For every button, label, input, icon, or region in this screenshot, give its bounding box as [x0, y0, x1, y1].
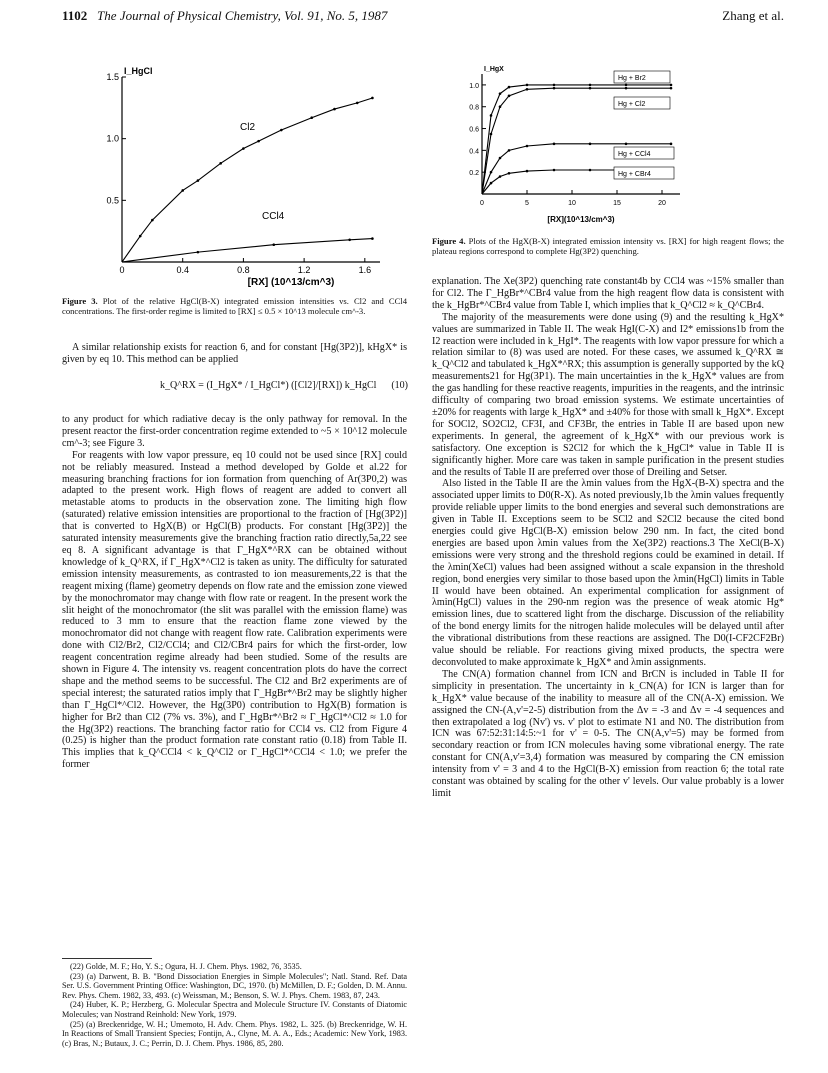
y-tick-label: 1.5 — [106, 72, 119, 82]
data-point — [625, 87, 628, 90]
y-tick-label: 1.0 — [469, 82, 479, 90]
x-tick-label: 15 — [613, 200, 621, 207]
right-paragraph-3: Also listed in the Table II are the λmin values from the HgX-(B-X) spectra and the associated upper limits to D0(R-X). As noted previously,1b the λmin values frequently provide reliable upper limits to the bond energies and several such demonstrations are given in Table II. Exceptions seem to be SCl2 and S2Cl2 because the cited bond energies could give HgCl(B-X) emission below 290 nm. In fact, the cited bond energies are based upon λmin values from the Xe(3P2) reactions.3 The XeCl(B-X) emissions were very strong and the threshold regions could be examined in detail. If the λmin(XeCl) values had been assigned without a scale expansion in the threshold region, bond energies very similar to those based upon the λmin(HgCl) limits in Table II would have been obtained. An experimental complication for assignment of λmin(HgCl) values in the 290-nm region was the presence of weak atomic Hg* emission lines, due to scattered light from the discharge. Discussion of the reliability of the bond energy limits for the nitrogen halide molecules will be delayed until after the vibrational distributions from these reactions are assigned. The D0(I-CF2CF2Br) value should be reliable. For reactions giving mixed products, the spectra were deconvoluted to make approximate k_HgX* and λmin assignments. — [432, 478, 784, 668]
data-point — [348, 239, 351, 242]
series-line — [122, 239, 372, 262]
data-point — [526, 145, 529, 148]
series-label: Cl2 — [240, 122, 256, 133]
left-column-continued — [62, 414, 407, 771]
running-authors: Zhang et al. — [722, 8, 784, 23]
x-tick-label: 0.4 — [176, 265, 189, 275]
x-tick-label: 0 — [480, 200, 484, 207]
data-point — [333, 108, 336, 111]
y-axis-title: I_HgCl — [124, 66, 153, 76]
figure-4-label: Figure 4. — [432, 236, 466, 246]
data-point — [371, 97, 374, 100]
figure-4-caption-text: Plots of the HgX(B-X) integrated emission intensity vs. [RX] for high reagent flows; the plateau regions correspond to complete Hg(3P2) quenching. — [432, 236, 784, 256]
x-tick-label: 1.6 — [358, 265, 372, 275]
data-point — [371, 237, 374, 240]
figure-3-caption — [62, 296, 407, 316]
data-point — [280, 129, 283, 132]
data-point — [553, 169, 556, 172]
data-point — [508, 86, 511, 89]
right-column — [432, 276, 784, 800]
footnote-rule — [62, 958, 152, 959]
figure-3-caption-text: Plot of the relative HgCl(B-X) integrated emission intensities vs. Cl2 and CCl4 concentrations. The first-order regime is limited to [RX] ≤ 0.5 × 10^13 molecule cm^-3. — [62, 296, 407, 316]
right-paragraph-2: The majority of the measurements were done using (9) and the resulting k_HgX* values are summarized in Table II. The weak HgI(C-X) and I2* emissions1b from the I2 reaction were included in k_HgI*. The reagents with low vapor pressure for which a relation similar to (8) was used are noted. For these cases, we assumed k_Q^RX ≅ k_Q^Cl2 and tabulated k_HgX*^RX; this assumption is generally supported by the kQ measurements21 for Hg(3P1). The main uncertainties in the k_HgX* values are from the gas handling for these reactive reagents, impurities in the reagents, and the intrinsic difficulty of comparing two broad emission systems. We estimate uncertainties of ±20% for reagents with large k_HgX* and ±40% for those with small k_HgX*. Except for SOCl2, SO2Cl2, CF3I, and CF3Br, the entries in Table II are based upon new experiments. In general, the agreement of k_HgX* with our previous work is satisfactory. One exception is S2Cl2 for which the k_HgCl* value in Table II is significantly higher. More care was taken in sample purification in the present studies and the results of Table II are preferred over those of Dreiling and Setser. — [432, 311, 784, 478]
series-label: Hg + Cl2 — [618, 101, 646, 108]
x-tick-label: 20 — [658, 200, 666, 207]
data-point — [490, 133, 493, 136]
data-point — [356, 102, 359, 105]
data-point — [272, 243, 275, 246]
data-point — [197, 251, 200, 254]
x-tick-label: 10 — [568, 200, 576, 207]
data-point — [242, 147, 245, 150]
page-number: 1102 — [62, 8, 88, 23]
data-point — [508, 95, 511, 98]
figure-4-caption — [432, 236, 784, 256]
data-point — [553, 84, 556, 87]
y-tick-label: 1.0 — [106, 133, 119, 144]
equation-10-number: (10) — [391, 380, 408, 391]
data-point — [508, 149, 511, 152]
data-point — [670, 87, 673, 90]
figure-3-chart — [62, 62, 407, 287]
data-point — [197, 179, 200, 182]
series-label: Hg + Br2 — [618, 75, 646, 82]
equation-10 — [160, 380, 408, 391]
equation-10-expression: k_Q^RX = (I_HgX* / I_HgCl*) ([Cl2]/[RX]) k_HgCl — [160, 380, 377, 391]
data-point — [181, 189, 184, 192]
figure-4-chart — [432, 58, 690, 230]
data-point — [589, 169, 592, 172]
data-point — [490, 182, 493, 185]
data-point — [526, 88, 529, 91]
left-column — [62, 342, 407, 366]
reference-25: (25) (a) Breckenridge, W. H.; Umemoto, H. Adv. Chem. Phys. 1982, L. 325. (b) Breckenridge, W. H. In Reactions of Small Transient Species; Fontijn, A., Clyne, M. A. A., Eds.; Academic: New York, 1983. (c) Bras, N.; Butaux, J. C.; Perrin, D. J. Chem. Phys. 1986, 85, 280. — [62, 1019, 407, 1048]
figure-3-label: Figure 3. — [62, 296, 98, 306]
data-point — [499, 105, 502, 108]
figure-4-plot — [469, 66, 680, 224]
journal-title: The Journal of Physical Chemistry, Vol. 91, No. 5, 1987 — [97, 8, 388, 23]
data-point — [670, 84, 673, 87]
data-point — [139, 235, 142, 238]
x-tick-label: 0.8 — [237, 265, 250, 275]
reference-22: (22) Golde, M. F.; Ho, Y. S.; Ogura, H. J. Chem. Phys. 1982, 76, 3535. — [70, 962, 302, 971]
y-tick-label: 0.2 — [469, 170, 479, 178]
data-point — [625, 143, 628, 146]
data-point — [499, 157, 502, 160]
y-tick-label: 0.4 — [469, 148, 479, 156]
data-point — [526, 84, 529, 87]
data-point — [219, 162, 222, 165]
data-point — [310, 116, 313, 119]
x-tick-label: 0 — [119, 265, 125, 275]
data-point — [499, 175, 502, 178]
series-label: Hg + CCl4 — [618, 151, 651, 158]
data-point — [589, 84, 592, 87]
data-point — [490, 171, 493, 174]
series-label: Hg + CBr4 — [618, 171, 651, 178]
x-axis-title: [RX] (10^13/cm^3) — [247, 277, 335, 287]
x-axis-title: [RX](10^13/cm^3) — [547, 215, 615, 224]
data-point — [151, 219, 154, 222]
references — [62, 962, 407, 1048]
reference-23: (23) (a) Darwent, B. B. "Bond Dissociation Energies in Simple Molecules"; Natl. Stand. Ref. Data Ser. U.S. Government Printing Office: Washington, DC, 1970. (b) McMillen, D. F.; Golden, D. M. Annu. Rev. Phys. Chem. 1982, 33, 493. (c) Weissman, M.; Benson, S. W. J. Phys. Chem. 1983, 87, 243. — [62, 971, 407, 1000]
x-tick-label: 1.2 — [297, 265, 311, 275]
right-paragraph-1: explanation. The Xe(3P2) quenching rate constant4b by CCl4 was ~15% smaller than for Cl2. The Γ_HgBr*^CBr4 value from the high reagent flow data is consistent with the k_HgBr*^CBr4 value from Table I, which implies that k_Q^Cl2 ≈ k_Q^CBr4. — [432, 276, 784, 311]
y-tick-label: 0.5 — [106, 195, 119, 206]
series-label: CCl4 — [262, 211, 285, 222]
data-point — [526, 170, 529, 173]
reference-24: (24) Huber, K. P.; Herzberg, G. Molecular Spectra and Molecule Structure IV. Constants of Diatomic Molecules; van Nostrand Reinhold: New York, 1979. — [62, 1000, 407, 1019]
data-point — [670, 143, 673, 146]
left-paragraph-1: A similar relationship exists for reaction 6, and for constant [Hg(3P2)], kHgX* is given by eq 10. This method can be applied — [62, 342, 407, 365]
left-paragraph-3: For reagents with low vapor pressure, eq 10 could not be used since [RX] could not be reliably measured. Instead a method developed by Golde et al.22 for measuring branching fractions for ion formation from quenching of Ar(3P0,2) was adapted to the present work. High flows of reagent are added to convert all metastable atoms to products in the observation zone. The limiting high flow (saturated) relative emission intensities are proportional to the fraction of [Hg(3P2)] that is converted to HgX(B) or HgCl(B) products. For constant [Hg(3P2)] the saturated intensity measurements give the branching fraction ratio directly,5a,22 see eq 8. A significant advantage is that Γ_HgX*^RX can be obtained without knowledge of k_Q^RX, if Γ_HgX*^Cl2 is taken as unity. The difficulty for saturated emission intensity measurements, as contrasted to ion measurements,22 is that the reagent mixing (flame) geometry depends on flow rate and the emission zone viewed by the monochromator may change with flow rate or reagent. In the present work the slit height of the monochromator (the slit was parallel with the emission flame) was reduced to 3 mm to ensure that the reaction flame zone viewed by the monochromator did not change with reagent flow rate. Calibration experiments were done with Cl2/Br2, Cl2/CCl4; and Cl2/CBr4 pairs for which the first-order, low reagent concentration regime already had been studied. Some of the results are shown in Figure 4. The intensity vs. reagent concentration plots do have the correct shape and the method seems to be successful. The Cl2 and Br2 experiments are of special interest; the saturated ratios imply that Γ_HgBr*^Br2 may be slightly higher than Γ_HgCl*^Cl2. However, the Hg(3P0) contribution to HgX(B) formation is higher for Br2 than Cl2 (7% vs. 3%), and Γ_HgBr*^Br2 ≈ Γ_HgCl*^Cl2 ≈ 1.0 for the Hg(3P2) reactions. The branching factor ratio for CCl4 vs. Cl2 from Figure 4 (0.25) is higher than the product formation rate constant ratio (0.18) from Table II. This implies that k_Q^CCl4 < k_Q^Cl2 or Γ_HgCl*^CCl4 < 1.0; we prefer the former — [62, 449, 407, 771]
right-paragraph-4: The CN(A) formation channel from ICN and BrCN is included in Table II for simplicity in presentation. The uncertainty in k_CN(A) for ICN is larger than for k_HgX* value because of the inability to measure all of the CN(A-X) emission. We assigned the CN-(A,v'=2-5) distribution from the Δv = -3 and Δv = -4 sequences and then extrapolated a log (Nv') vs. v' plot to estimate N1 and N0. The distribution from ICN was 67:52:31:14:5:~1 for v' = 0-5. The CN(A,v'=5) may be formed from secondary reaction or from ICN molecules having some vibrational energy. The rate constant for CN(A,v'=3,4) formation was measured by comparing the CN emission intensity from v' = 3 and 4 to the HgCl(B-X) emission from reaction 6; the total rate constant was obtained by scaling for the other v' levels. Our value probably is a lower limit — [432, 668, 784, 799]
y-tick-label: 0.8 — [469, 104, 479, 112]
left-paragraph-2: to any product for which radiative decay is the only pathway for removal. In the present reactor the first-order concentration regime extended to ~5 × 10^12 molecule cm^-3; see Figure 3. — [62, 414, 407, 449]
data-point — [553, 87, 556, 90]
data-point — [257, 140, 260, 143]
data-point — [589, 87, 592, 90]
figure-3-plot — [106, 66, 380, 287]
data-point — [490, 114, 493, 117]
x-tick-label: 5 — [525, 200, 529, 207]
y-tick-label: 0.6 — [469, 126, 479, 134]
data-point — [499, 92, 502, 95]
page-header — [62, 8, 387, 24]
data-point — [553, 143, 556, 146]
data-point — [625, 84, 628, 87]
data-point — [508, 172, 511, 175]
data-point — [589, 143, 592, 146]
y-axis-title: I_HgX — [484, 66, 504, 73]
